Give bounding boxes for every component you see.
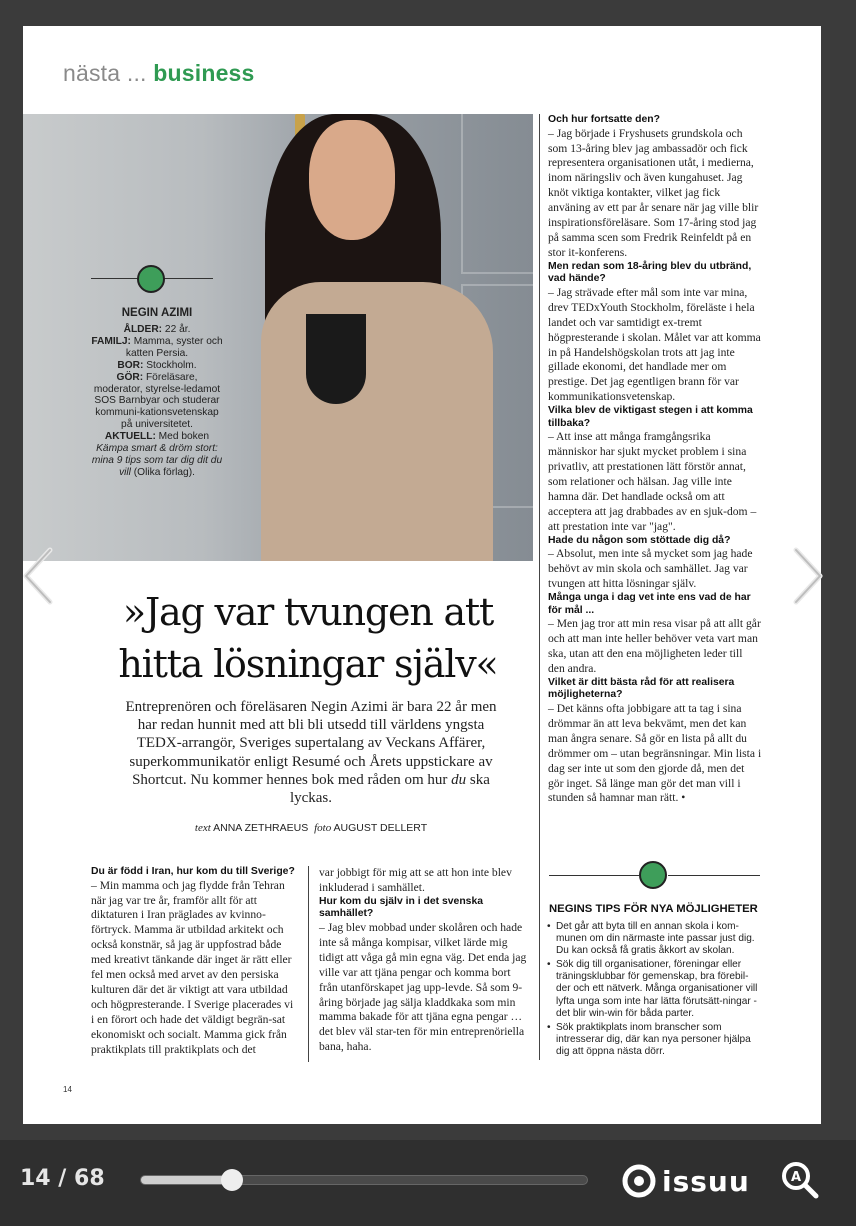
answer: – Jag blev mobbad under skolåren och hade inte så många kompisar, vilket lärde mig tidigt att våga gå min egna väg. Det enda jag ville var att tjäna pengar och komma bort från utanförskapet jag upp-levde. Så som 9-åring började jag sälja kladdkaka som min mamma bakade för att tjäna egna pengar … det blev väl star-ten för min entreprenöriella bana, haha.: [319, 921, 527, 1054]
issuu-logo[interactable]: [622, 1163, 750, 1199]
page-slider-track[interactable]: [140, 1175, 588, 1185]
answer: – Absolut, men inte så mycket som jag hade behövt av min skola och samhället. Jag var tvungen att hitta lösningar själv.: [548, 547, 753, 591]
answer: – Min mamma och jag flydde från Tehran när jag var tre år, framför allt för att diktaturen i Iran präglades av kvinno-förtryck. Mamma är utbildad arkitekt och också konstnär, så jag är uppfostrad både med kreativt tänkande där inget är rätt eller fel men också med arvet av den persiska kulturen där det är viktigt att vara utbildad och högpresterande. I Sverige placerades vi i en förort och hade det väldigt begrän-sat ekonomiskt och socialt. Mamma gick från praktikplats till praktikplats och det: [91, 878, 294, 1056]
book-title: Kämpa smart & dröm stort: mina 9 tips som tar dig dit du vill: [91, 443, 223, 478]
answer: var jobbigt för mig att se att hon inte blev inkluderad i samhället.: [319, 866, 512, 894]
issuu-logo-icon: [622, 1164, 656, 1198]
article-lead: Entreprenören och föreläsaren Negin Azimi är bara 22 år men har redan hunnit med att bli bli utsedd till världens yngsta TEDX-arrangör, Sveriges supertalang av Veckans Affärer, superkommunikatör enligt Resumé och Årets uppstickare av Shortcut. Nu kommer hennes bok med råden om hur du ska lyckas.: [125, 699, 497, 807]
tips-dot-icon: [639, 861, 667, 889]
page-counter: 14 / 68: [20, 1166, 105, 1191]
header-section: business: [153, 60, 255, 86]
tip-item: • Det går att byta till en annan skola i kom-munen om din närmaste inte passar just dig. Du kan också få gratis åkkort av skolan.: [547, 921, 759, 957]
answer: – Det känns ofta jobbigare att ta tag i sina drömmar än att leva bekvämt, men det kan man ångra senare. Så gör en lista på allt du drömmer om – utan begränsningar. Min lista i dag ser inte ut som den gjorde då, men det gör inget. Så länge man gör det man vill i stunden så hamnar man rätt. •: [548, 702, 762, 805]
svg-text:A: A: [790, 1170, 802, 1185]
tips-rule: [549, 875, 639, 876]
tips-list: [547, 921, 759, 1060]
body-column-2: [319, 866, 529, 1055]
question: Många unga i dag vet inte ens vad de har för mål ...: [548, 592, 751, 616]
column-rule: [308, 866, 309, 1062]
section-header: [63, 60, 255, 87]
question: Men redan som 18-åring blev du utbränd, vad hände?: [548, 260, 752, 285]
page-slider-fill: [141, 1176, 233, 1184]
question: Hade du någon som stöttade dig då?: [548, 534, 731, 546]
question: Vilket är ditt bästa råd för att realisera möjligheterna?: [548, 676, 735, 701]
bio-line: ÅLDER: 22 år.: [123, 324, 191, 335]
bio-line: FAMILJ: Mamma, syster och katten Persia.: [91, 335, 223, 359]
next-page-icon[interactable]: [788, 544, 828, 608]
answer: – Jag började i Fryshusets grundskola och som 13-åring blev jag ambassadör och fick representera organisationen utåt, i medierna, inom näringsliv och även kungahuset. Jag knöt viktiga kontakter, vilket jag fick använing av ett par år senare när jag ville blir inspirationsföreläsare. Som 17-åring stod jag på samma scen som Fredrik Reinfeldt på en stor it-konferens.: [548, 126, 759, 259]
question: Vilka blev de viktigast stegen i att komma tillbaka?: [548, 405, 753, 429]
previous-page-icon[interactable]: [18, 544, 58, 608]
answer: – Jag strävade efter mål som inte var mina, drev TEDxYouth Stockholm, föreläste i hela landet och var samtidigt ex-tremt högpresterande i skolan. Målet var att komma in på Handelshögskolan trots att jag inte gillade ekonomi, det handlade mer om prestige. Det jag egentligen brann för var kommunikationsvetenskap.: [548, 285, 761, 404]
question: Och hur fortsatte den?: [548, 114, 660, 125]
answer: – Men jag tror att min resa visar på att allt går och att man inte heller behöver veta vart man ska, utan att den ena möjligheten leder till den andra.: [548, 617, 761, 675]
bio-line: GÖR: Föreläsare, moderator, styrelse-ledamot SOS Barnbyar och studerar kommuni-kationsvetenskap på universitetet.: [93, 371, 221, 431]
page-number: 14: [63, 1085, 72, 1094]
bio-facts: [91, 324, 223, 479]
tips-title: NEGINS TIPS FÖR NYA MÖJLIGHETER: [549, 903, 758, 915]
zoom-icon[interactable]: [780, 1160, 820, 1200]
column-rule-right: [539, 114, 540, 1060]
magazine-page: [23, 26, 821, 1124]
bio-line: BOR: Stockholm.: [117, 359, 197, 371]
body-column-1: [91, 866, 299, 1057]
header-prefix: nästa ...: [63, 60, 147, 86]
tip-item: • Sök praktikplats inom branscher som intresserar dig, där kan nya personer hjälpa dig att öppna nästa dörr.: [547, 1022, 759, 1058]
article-headline: »Jag var tvungen att hitta lösningar själv«: [118, 590, 498, 686]
body-column-3: [548, 114, 762, 806]
answer: – Att inse att många framgångsrika människor har sjukt mycket problem i sina privatliv, att prestationen lätt förstör annat, som relationer och hälsan. Jag ville inte hamna där. Det handlade också om att acceptera att jag drabbades av en sjuk-dom – att prestation inte var "jag".: [548, 430, 757, 533]
question: Hur kom du själv in i det svenska samhället?: [319, 895, 483, 920]
byline: text ANNA ZETHRAEUS foto AUGUST DELLERT: [194, 822, 428, 834]
tip-item: • Sök dig till organisationer, föreningar eller träningsklubbar för gemenskap, bra förebil-der och ett nätverk. Många organisationer vill lyfta unga som inte har lätta förutsätt-ningar - det blir win-win för båda parter.: [547, 959, 759, 1019]
bio-dot-icon: [137, 265, 165, 293]
bio-name: NEGIN AZIMI: [121, 307, 193, 319]
tips-rule: [668, 875, 760, 876]
bio-line: AKTUELL: Med boken Kämpa smart & dröm stort: mina 9 tips som tar dig dit du vill (Olika förlag).: [91, 431, 223, 478]
question: Du är född i Iran, hur kom du till Sverige?: [91, 866, 295, 877]
brand-name: issuu: [662, 1164, 750, 1198]
